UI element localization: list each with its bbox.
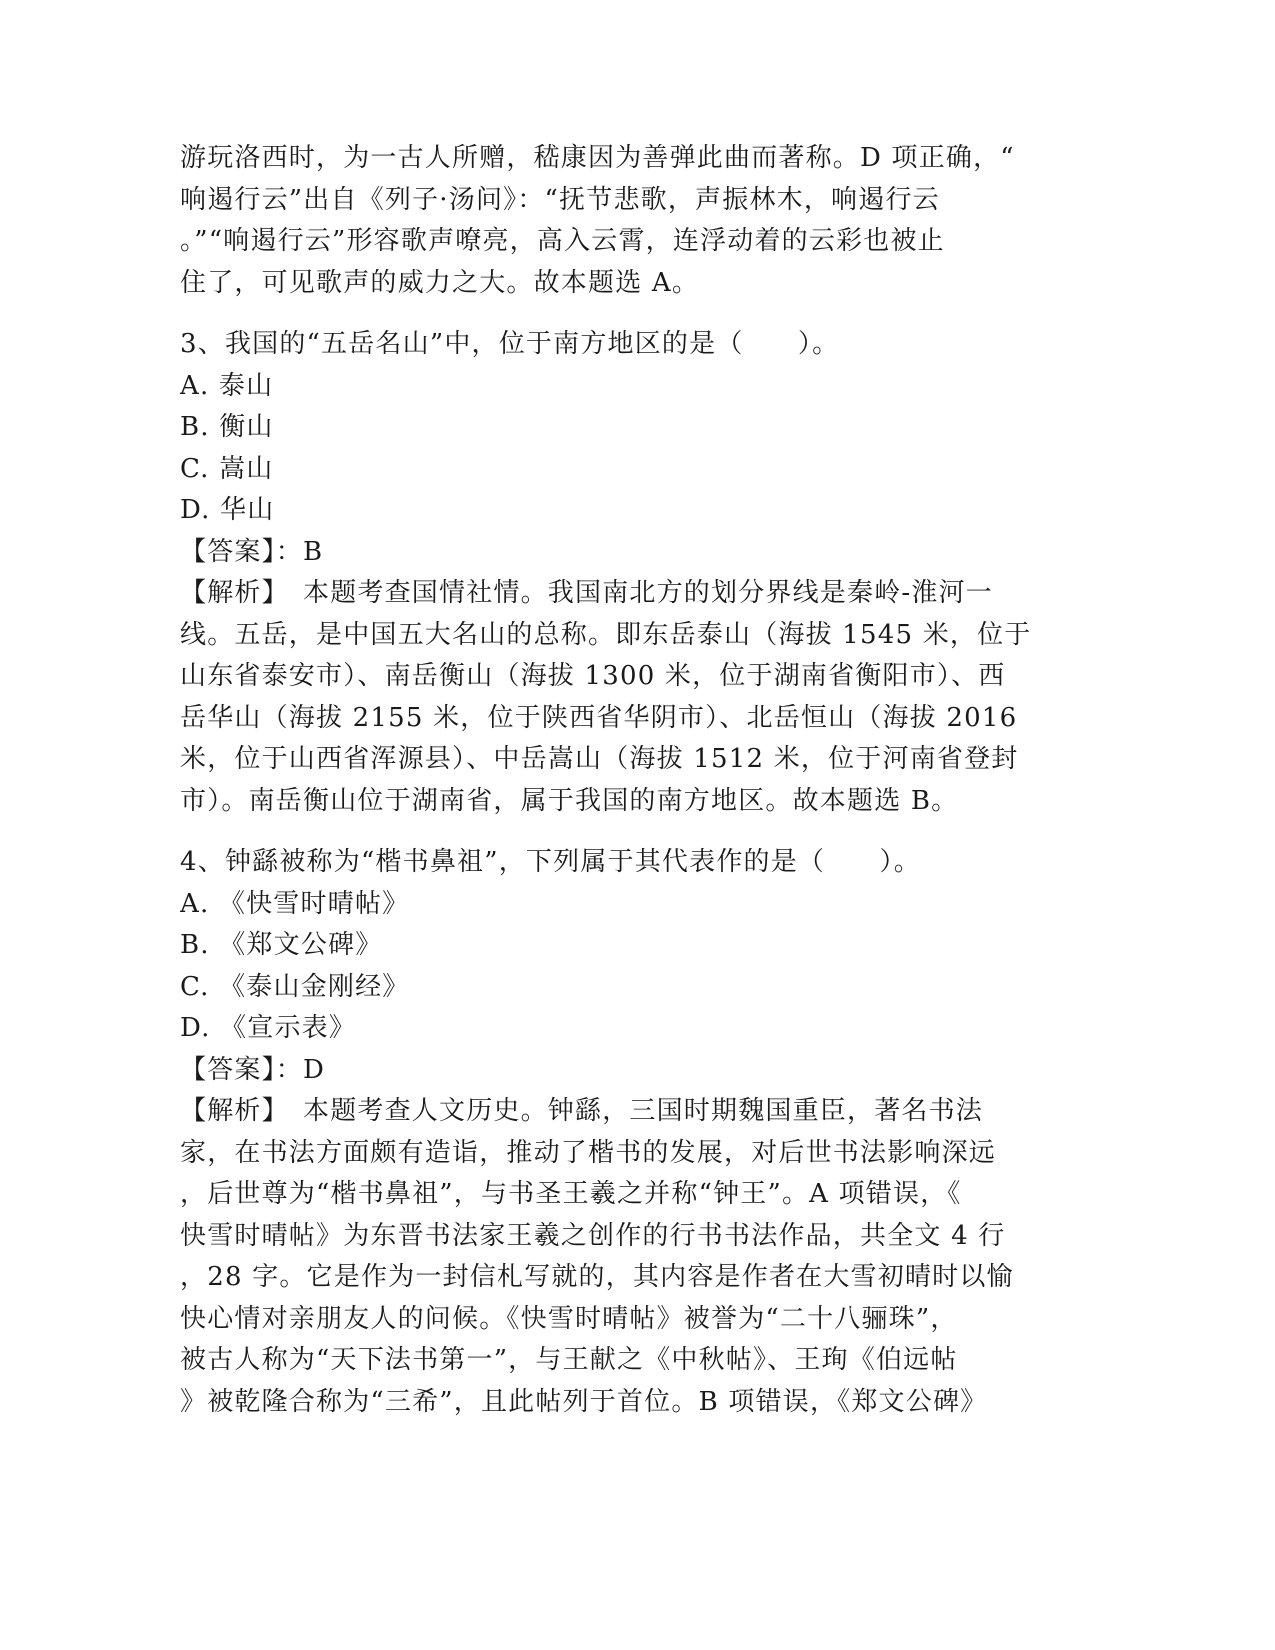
answer-line [180, 532, 1060, 574]
analysis-line: 家，在书法方面颇有造诣，推动了楷书的发展，对后世书法影响深远 [180, 1137, 997, 1168]
analysis-line: 》被乾隆合称为“三希”，且此帖列于首位。B 项错误，《郑文公碑》 [180, 1386, 988, 1417]
analysis-line: ，28 字。它是作为一封信札写就的，其内容是作者在大雪初晴时以愉 [180, 1262, 1014, 1292]
answer-label: 【答案】： [180, 536, 304, 567]
text-line: 响遏行云”出自《列子·汤问》：“抚节悲歌，声振林木，响遏行云 [180, 184, 940, 215]
analysis-line: 被古人称为“天下法书第一”，与王献之《中秋帖》、王珣《伯远帖 [180, 1345, 958, 1375]
analysis-line: 山东省泰安市）、南岳衡山（海拔 1300 米，位于湖南省衡阳市）、西 [180, 661, 1006, 691]
analysis-line: 市）。南岳衡山位于湖南省，属于我国的南方地区。故本题选 B。 [180, 785, 959, 816]
question-text: 3、我国的“五岳名山”中，位于南方地区的是（ ）。 [180, 329, 840, 359]
text-line: 住了，可见歌声的威力之大。故本题选 A。 [180, 267, 700, 298]
option-c: C. 《泰山金刚经》 [180, 971, 410, 1002]
analysis-line: 【解析】 本题考查国情社情。我国南北方的划分界线是秦岭-淮河一 [180, 578, 993, 608]
answer-value: D [303, 1054, 326, 1085]
option-a: A. 泰山 [180, 370, 274, 401]
analysis-line: 线。五岳，是中国五大名山的总称。即东岳泰山（海拔 1545 米，位于 [180, 619, 1032, 650]
answer-value: B [303, 536, 324, 567]
question-3 [180, 324, 1060, 822]
option-c: C. 嵩山 [180, 453, 274, 484]
analysis-line: 岳华山（海拔 2155 米，位于陕西省华阴市）、北岳恒山（海拔 2016 [180, 702, 1018, 733]
option-d: D. 华山 [180, 495, 275, 525]
analysis-line: 米，位于山西省浑源县）、中岳嵩山（海拔 1512 米，位于河南省登封 [180, 744, 1019, 774]
spacer [180, 822, 1060, 842]
text-line: 。”“响遏行云”形容歌声嘹亮，高入云霄，连浮动着的云彩也被止 [180, 226, 945, 256]
question-text: 4、钟繇被称为“楷书鼻祖”，下列属于其代表作的是（ ）。 [180, 847, 921, 877]
spacer [180, 304, 1060, 324]
analysis-line: ，后世尊为“楷书鼻祖”，与书圣王羲之并称“钟王”。A 项错误，《 [180, 1179, 962, 1209]
analysis-line: 【解析】 本题考查人文历史。钟繇，三国时期魏国重臣，著名书法 [180, 1096, 984, 1126]
option-b: B. 衡山 [180, 412, 274, 442]
question-4 [180, 842, 1060, 1423]
answer-line [180, 1050, 1060, 1092]
option-a: A. 《快雪时晴帖》 [180, 888, 410, 919]
analysis-line: 快心情对亲朋友人的问候。《快雪时晴帖》被誉为“二十八骊珠”， [180, 1303, 958, 1334]
analysis-line: 快雪时晴帖》为东晋书法家王羲之创作的行书书法作品，共全文 4 行 [180, 1220, 1006, 1251]
document-page [180, 138, 1060, 1423]
analysis-continuation [180, 138, 1060, 304]
text-line: 游玩洛西时，为一古人所赠，嵇康因为善弹此曲而著称。D 项正确，“ [180, 143, 1015, 173]
option-d: D. 《宣示表》 [180, 1013, 357, 1043]
answer-label: 【答案】： [180, 1054, 304, 1085]
option-b: B. 《郑文公碑》 [180, 930, 383, 960]
